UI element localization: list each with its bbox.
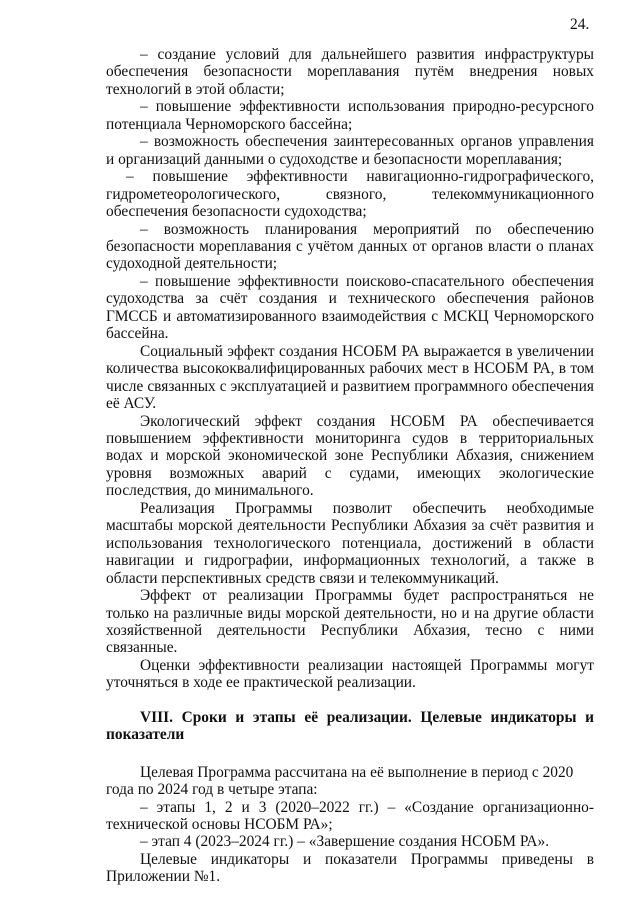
paragraph: – повышение эффективности навигационно-гидрографического, гидрометеорологического, связного, телекоммуникационного обеспечения безопасности судоходства; <box>106 168 594 221</box>
paragraph: – повышение эффективности поисково-спасательного обеспечения судоходства за счёт создания и технического обеспечения районов ГМССБ и автоматизированного взаимодействия с МСКЦ Черноморского бассейна. <box>106 272 594 343</box>
document-body <box>106 46 594 886</box>
page-number: 24. <box>570 16 590 33</box>
paragraph: Оценки эффективности реализации настоящей Программы могут уточняться в ходе ее практической реализации. <box>106 656 594 692</box>
paragraph: – повышение эффективности использования природно-ресурсного потенциала Черноморского бассейна; <box>106 98 594 133</box>
paragraph-stage-4: – этап 4 (2023–2024 гг.) – «Завершение создания НСОБМ РА». <box>140 833 550 851</box>
paragraph: Экологический эффект создания НСОБМ РА обеспечивается повышением эффективности мониторинга судов в территориальных водах и морской экономической зоне Республики Абхазия, снижением уровня возможных аварий с судами, имеющих экологические последствия, до минимального. <box>106 412 594 500</box>
paragraph: – создание условий для дальнейшего развития инфраструктуры обеспечения безопасности мореплавания путём внедрения новых технологий в этой области; <box>106 46 594 98</box>
paragraph-intro-line1: Целевая Программа рассчитана на её выполнение в период с 2020 <box>140 763 574 781</box>
paragraph: – возможность обеспечения заинтересованных органов управления и организаций данными о судоходстве и безопасности мореплавания; <box>106 133 594 168</box>
paragraph-indicators: Целевые индикаторы и показатели Программы приведены в Приложении №1. <box>106 850 594 886</box>
section-heading: VIII. Сроки и этапы её реализации. Целевые индикаторы и показатели <box>106 708 594 744</box>
spacer <box>106 744 594 764</box>
paragraph: Социальный эффект создания НСОБМ РА выражается в увеличении количества высококвалифицированных рабочих мест в НСОБМ РА, в том числе связанных с эксплуатацией и развитием программного обеспечения её АСУ. <box>106 342 594 413</box>
paragraph: – возможность планирования мероприятий по обеспечению безопасности мореплавания с учётом данных от органов власти о планах судоходной деятельности; <box>106 220 594 273</box>
paragraph-intro-line2: года по 2024 год в четыре этапа: <box>106 781 318 799</box>
paragraph: Эффект от реализации Программы будет распространяться не только на различные виды морской деятельности, но и на другие области хозяйственной деятельности Республики Абхазия, тесно с ними связанные. <box>106 587 594 657</box>
paragraph-stage-1-3: – этапы 1, 2 и 3 (2020–2022 гг.) – «Создание организационно-технической основы НСОБМ РА»; <box>106 798 594 834</box>
paragraph: Реализация Программы позволит обеспечить необходимые масштабы морской деятельности Республики Абхазия за счёт развития и использования технологического потенциала, достижений в области навигации и гидрографии, информационных технологий, а также в области перспективных средств связи и телекоммуникаций. <box>106 499 594 587</box>
